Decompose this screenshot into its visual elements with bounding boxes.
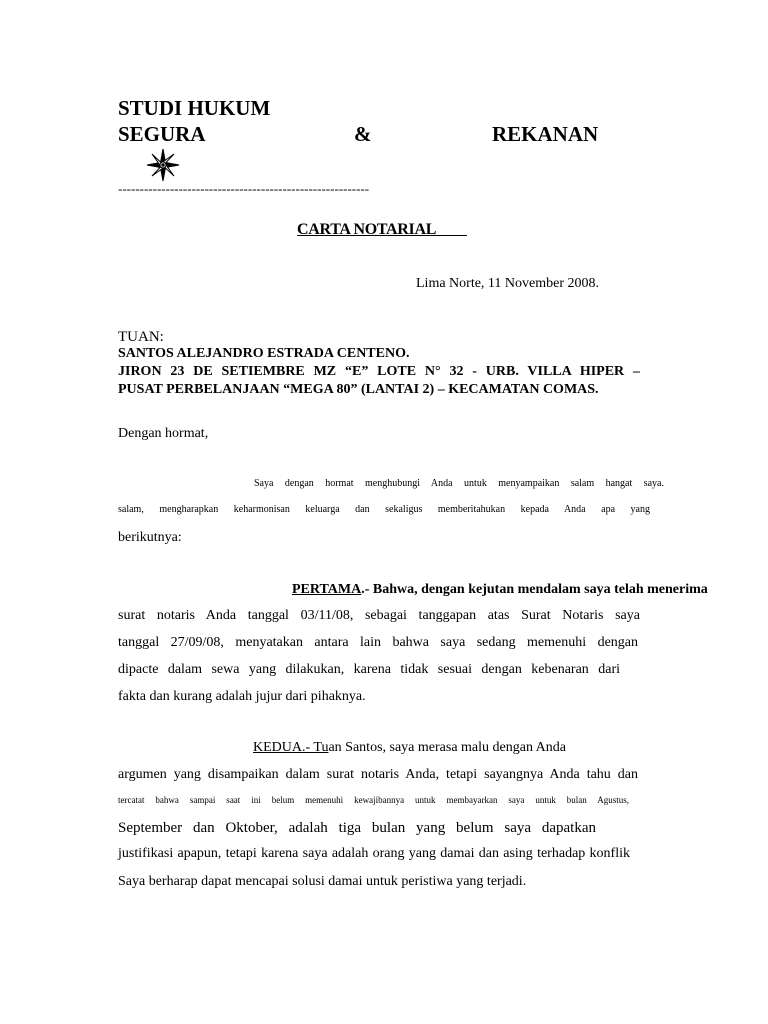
second-point-line: September dan Oktober, adalah tiga bulan yang belum saya dapatkan	[118, 820, 596, 836]
second-point-line: tercatat bahwa sampai saat ini belum memenuhi kewajibannya untuk membayarkan saya untuk bulan Agustus,	[118, 795, 629, 805]
header-divider: ----------------------------------------------------------	[118, 181, 370, 196]
second-point-line: Saya berharap dapat mencapai solusi damai untuk peristiwa yang terjadi.	[118, 874, 527, 889]
intro-line: salam, mengharapkan keharmonisan keluarga dan sekaligus memberitahukan kepada Anda apa yang	[118, 504, 650, 515]
intro-line: Saya dengan hormat menghubungi Anda untuk menyampaikan salam hangat saya.	[254, 478, 664, 489]
firm-name-segura: SEGURA	[118, 122, 206, 146]
greeting: Dengan hormat,	[118, 426, 209, 441]
firm-name-rekanan: REKANAN	[492, 122, 599, 146]
first-point-line: tanggal 27/09/08, menyatakan antara lain bahwa saya sedang memenuhi dengan	[118, 635, 638, 650]
document-title: CARTA NOTARIAL	[297, 221, 437, 238]
date-line: Lima Norte, 11 November 2008.	[416, 276, 599, 291]
firm-name-line1: STUDI HUKUM	[118, 96, 271, 120]
recipient-salutation: TUAN:	[118, 329, 164, 345]
second-point-line: argumen yang disampaikan dalam surat notaris Anda, tetapi sayangnya Anda tahu dan	[118, 767, 638, 782]
first-point-heading: PERTAMA.- Bahwa, dengan kejutan mendalam saya telah menerima	[292, 582, 708, 597]
first-point-label: PERTAMA	[292, 582, 362, 597]
first-point-line: surat notaris Anda tanggal 03/11/08, sebagai tanggapan atas Surat Notaris saya	[118, 608, 640, 623]
second-point-label: KEDUA.- Tu	[253, 740, 329, 755]
second-point-line: justifikasi apapun, tetapi karena saya adalah orang yang damai dan asing terhadap konflik	[118, 846, 630, 861]
compass-rose-icon	[146, 148, 180, 182]
first-point-line: fakta dan kurang adalah jujur dari pihaknya.	[118, 689, 366, 704]
recipient-address-line1: JIRON 23 DE SETIEMBRE MZ “E” LOTE N° 32 - URB. VILLA HIPER –	[118, 364, 640, 379]
recipient-address-line2: PUSAT PERBELANJAAN “MEGA 80” (LANTAI 2) – KECAMATAN COMAS.	[118, 382, 599, 397]
recipient-name: SANTOS ALEJANDRO ESTRADA CENTENO.	[118, 346, 410, 361]
intro-line: berikutnya:	[118, 530, 182, 545]
firm-name-ampersand: &	[354, 122, 372, 146]
second-point-heading: KEDUA.- Tuan Santos, saya merasa malu dengan Anda	[253, 740, 567, 755]
first-point-line: dipacte dalam sewa yang dilakukan, karena tidak sesuai dengan kebenaran dari	[118, 662, 620, 677]
